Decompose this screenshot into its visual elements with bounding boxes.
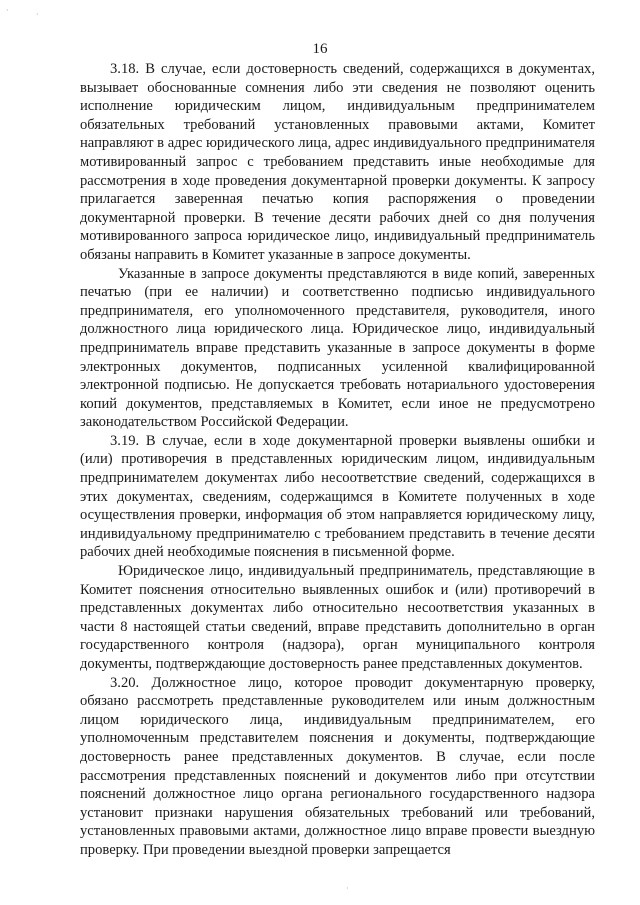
paragraph-requested-documents: Указанные в запросе документы представляются в виде копий, заверенных печатью (при ее наличии) и соответственно подписью индивидуального предпринимателя, его уполномоченного представителя, руководителя, иного должностного лица юридического лица. Юридическое лицо, индивидуальный предприниматель вправе представить указанные в запросе документы в форме электронных документов, подписанных усиленной квалифицированной электронной подписью. Не допускается требовать нотариального удостоверения копий документов, представляемых в Комитет, если иное не предусмотрено законодательством Российской Федерации.	[80, 265, 595, 431]
document-body	[80, 60, 595, 860]
page-number: 16	[312, 41, 328, 57]
paragraph-3-18: 3.18. В случае, если достоверность сведений, содержащихся в документах, вызывает обоснованные сомнения либо эти сведения не позволяют оценить исполнение юридическим лицом, индивидуальным предпринимателем обязательных требований установленных правовыми актами, Комитет направляют в адрес юридического лица, адрес индивидуального предпринимателя мотивированный запрос с требованием представить иные необходимые для рассмотрения в ходе проведения документарной проверки документы. К запросу прилагается заверенная печатью копия распоряжения о проведении документарной проверки. В течение десяти рабочих дней со дня получения мотивированного запроса юридическое лицо, индивидуальный предприниматель обязаны направить в Комитет указанные в запросе документы.	[80, 61, 595, 263]
paragraph-3-20: 3.20. Должностное лицо, которое проводит документарную проверку, обязано рассмотреть представленные руководителем или иным должностным лицом юридического лица, индивидуальным предпринимателем, его уполномоченным представителем пояснения и документы, подтверждающие достоверность ранее представленных документов. В случае, если после рассмотрения представленных пояснений и документов либо при отсутствии пояснений должностное лицо органа регионального государственного надзора установит признаки нарушения обязательных требований или требований, установленных правовыми актами, должностное лицо вправе провести выездную проверку. При проведении выездной проверки запрещается	[80, 674, 595, 858]
scan-artifact-mark: ·	[346, 884, 349, 893]
scan-artifact-mark: ·	[6, 6, 9, 15]
paragraph-explanations: Юридическое лицо, индивидуальный предприниматель, представляющие в Комитет пояснения относительно выявленных ошибок и (или) противоречий в представленных документах либо относительно несоответствия указанных в части 8 настоящей статьи сведений, вправе представить дополнительно в орган государственного контроля (надзора), орган муниципального контроля документы, подтверждающие достоверность ранее представленных документов.	[80, 563, 595, 672]
scan-artifact-mark: ·	[36, 10, 39, 19]
paragraph-3-19: 3.19. В случае, если в ходе документарной проверки выявлены ошибки и (или) противоречия в представленных юридическим лицом, индивидуальным предпринимателем документах либо несоответствие сведений, содержащихся в этих документах, сведениям, содержащимся в Комитете полученных в ходе осуществления проверки, информация об этом направляется юридическому лицу, индивидуальному предпринимателю с требованием представить в течение десяти рабочих дней необходимые пояснения в письменной форме.	[80, 432, 595, 561]
